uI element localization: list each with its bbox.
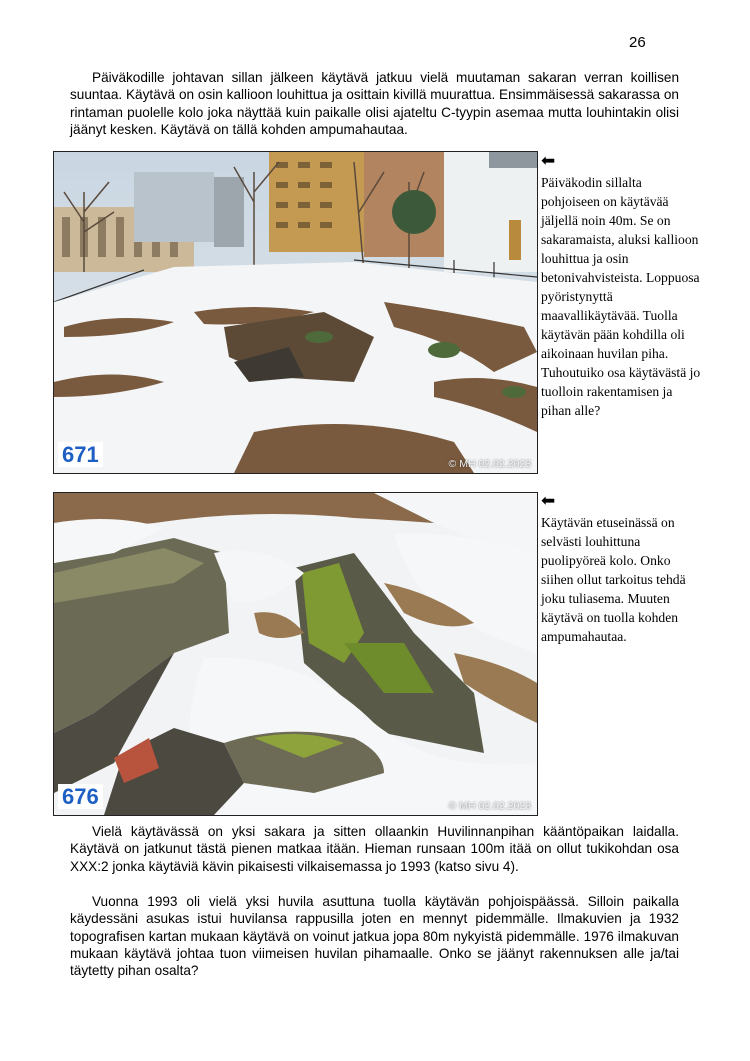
copyright-watermark: © MH 02.02.2023 <box>448 800 531 812</box>
left-arrow-icon: ⬅ <box>541 151 556 170</box>
photo-671-caption: Päiväkodin sillalta pohjoiseen on käytävää jäljellä noin 40m. Se on sakaramaista, aluksi kallioon louhittua ja osin betonivahvisteista. Loppuosa pyöristynyttä maavallikäytävää. Tuolla käytävän pään kohdilla oli aikoinaan huvilan piha. Tuhoutuiko osa käytävästä jo tuolloin rakentamisen ja pihan alle? <box>541 175 701 418</box>
intro-paragraph: Päiväkodille johtavan sillan jälkeen käytävä jatkuu vielä muutaman sakaran verran koillisen suuntaa. Käytävä on osin kallioon louhittua ja osittain kivillä muurattua. Ensimmäisessä sakarassa on rintaman puolelle kolo joka näyttää kuin paikalle olisi ajateltu C-tyypin asemaa mutta louhintakin olisi jäänyt kesken. Käytävä on tällä kohden ampumahautaa. <box>70 70 679 137</box>
photo-671-image <box>54 152 537 473</box>
photo-671 <box>53 151 538 474</box>
page-number: 26 <box>629 34 646 51</box>
photo-number-badge: 671 <box>58 442 103 467</box>
photo-number-badge: 676 <box>58 784 103 809</box>
photo-676-image <box>54 493 537 815</box>
copyright-watermark: © MH 02.02.2023 <box>448 458 531 470</box>
photo-671-caption-box <box>541 152 701 420</box>
photo-676-caption: Käytävän etuseinässä on selvästi louhittuna puolipyöreä kolo. Onko siihen ollut tarkoitus tehdä joku tuliasema. Muuten käytävä on tuolla kohden ampumahautaa. <box>541 515 686 644</box>
paragraph-2: Vielä käytävässä on yksi sakara ja sitten ollaankin Huvilinnanpihan kääntöpaikan laidalla. Käytävä on jatkunut tästä pienen matkaa itään. Hieman runsaan 100m itää on ollut tukikohdan osa XXX:2 jonka käytäviä kävin pikaisesti vilkaisemassa jo 1993 (katso sivu 4). <box>70 824 679 874</box>
left-arrow-icon: ⬅ <box>541 491 556 510</box>
paragraph-3: Vuonna 1993 oli vielä yksi huvila asuttuna tuolla käytävän pohjoispäässä. Silloin paikalla käydessäni asukas istui huvilansa rappusilla joten en mennyt pidemmälle. Ilmakuvien ja 1932 topografisen kartan mukaan käytävä on voinut jatkua jopa 80m nykyistä pidemmälle. 1976 ilmakuvan mukaan käytävä johtaa tuon viimeisen huvilan pihamaalle. Onko se jäänyt rakennuksen alle ja/tai täytetty pihan osalta? <box>70 894 679 979</box>
photo-676-caption-box <box>541 492 701 646</box>
photo-676 <box>53 492 538 816</box>
